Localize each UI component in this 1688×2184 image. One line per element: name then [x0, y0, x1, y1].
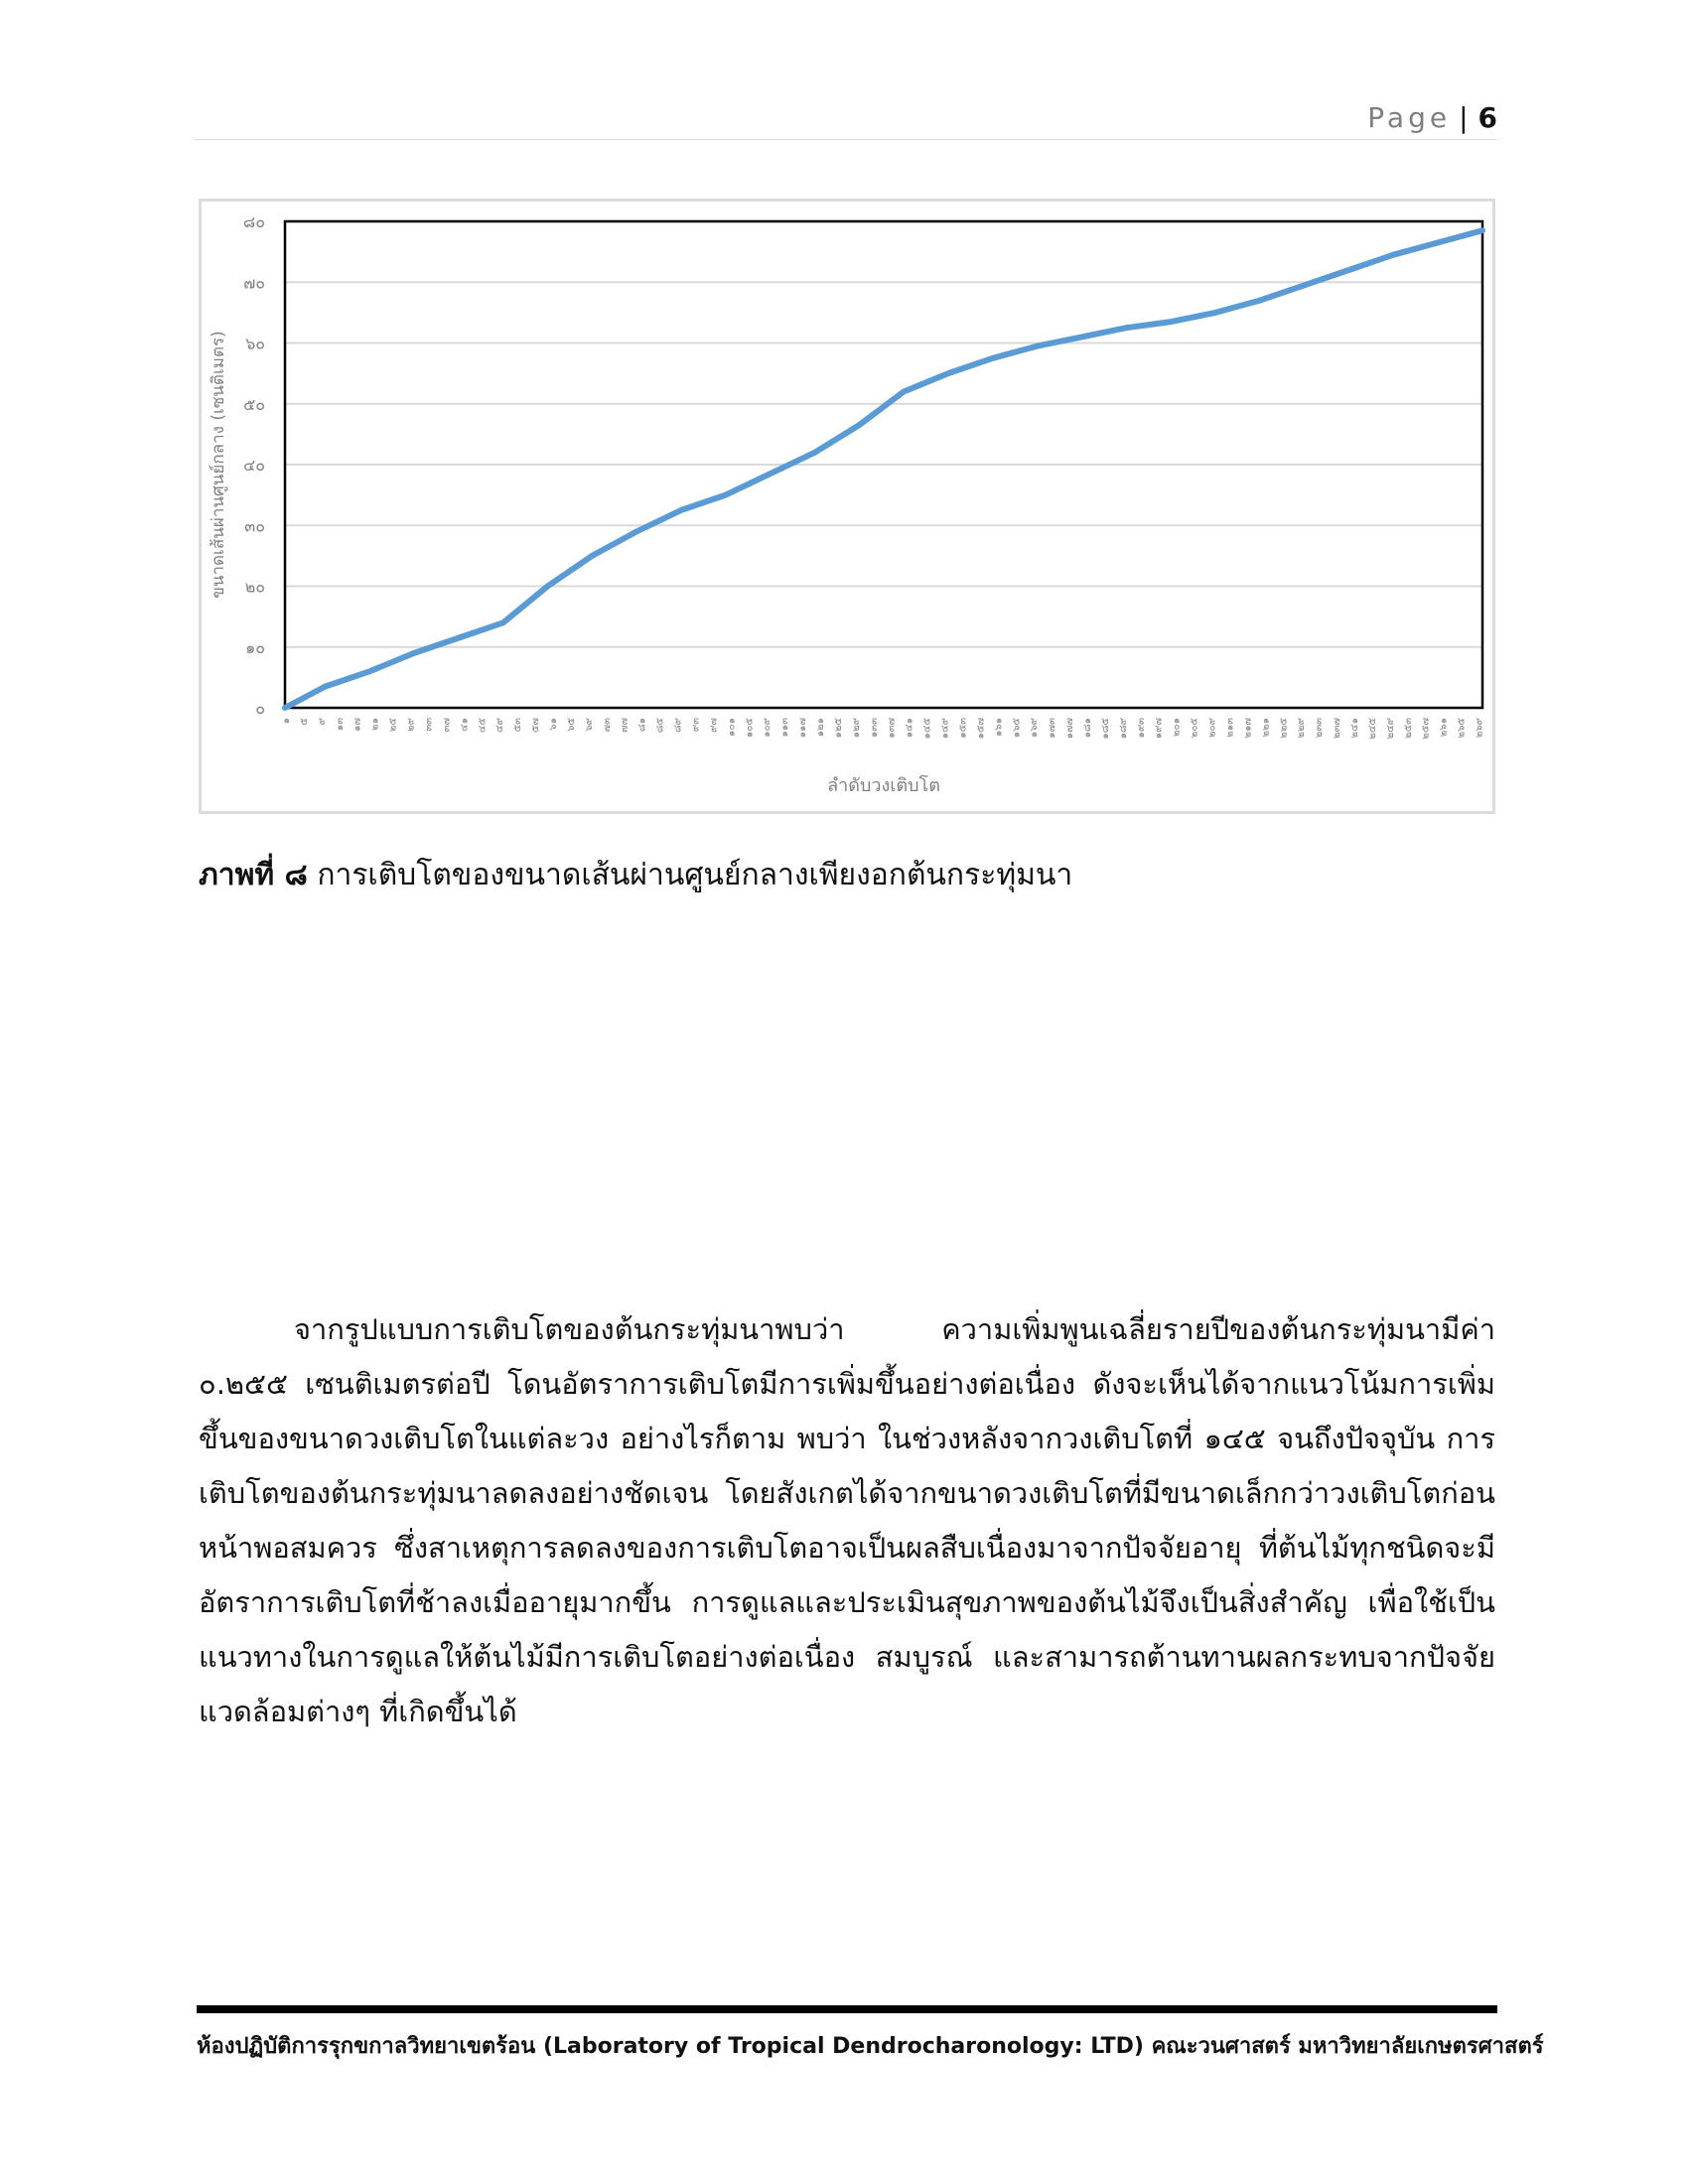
x-tick-label: ๒๔๑	[1348, 718, 1360, 739]
x-tick-label: ๕๗	[530, 718, 542, 734]
x-tick-label: ๒๐๙	[1206, 718, 1218, 739]
x-tick-label: ๓๗	[441, 718, 453, 733]
x-axis-label: ลำดับวงเติบโต	[827, 775, 940, 796]
x-tick-label: ๒๔๙	[1384, 718, 1396, 740]
growth-chart-svg	[202, 202, 1492, 811]
x-tick-label: ๔๙	[494, 718, 506, 733]
y-tick-label: ๕๐	[243, 394, 265, 414]
growth-chart	[199, 199, 1495, 814]
x-tick-label: ๑๒๕	[832, 718, 844, 739]
x-tick-label: ๘๙	[672, 718, 684, 734]
footer-text: ห้องปฏิบัติการรุกขกาลวิทยาเขตร้อน (Laboratory of Tropical Dendrocharonology: LTD) คณะวนศาสตร์ มหาวิทยาลัยเกษตรศาสตร์	[197, 2034, 1544, 2059]
x-tick-label: ๑	[281, 718, 292, 725]
x-tick-label: ๒๔๕	[1366, 718, 1378, 740]
x-tick-label: ๑๐๙	[762, 718, 774, 738]
y-tick-label: ๘๐	[242, 212, 265, 231]
footer-rule	[197, 2005, 1497, 2013]
x-tick-label: ๖๙	[583, 718, 595, 732]
body-paragraph: จากรูปแบบการเติบโตของต้นกระทุ่มนาพบว่า ความเพิ่มพูนเฉลี่ยรายปีของต้นกระทุ่มนามีค่า ๐.๒๕๕ เซนติเมตรต่อปี โดนอัตราการเติบโตมีการเพิ่มขึ้นอย่างต่อเนื่อง ดังจะเห็นได้จากแนวโน้มการเพิ่มขึ้นของขนาดวงเติบโตในแต่ละวง อย่างไรก็ตาม พบว่า ในช่วงหลังจากวงเติบโตที่ ๑๔๕ จนถึงปัจจุบัน การเติบโตของต้นกระทุ่มนาลดลงอย่างชัดเจน โดยสังเกตได้จากขนาดวงเติบโตที่มีขนาดเล็กกว่าวงเติบโตก่อนหน้าพอสมควร ซึ่งสาเหตุการลดลงของการเติบโตอาจเป็นผลสืบเนื่องมาจากปัจจัยอายุ ที่ต้นไม้ทุกชนิดจะมีอัตราการเติบโตที่ช้าลงเมื่ออายุมากขึ้น การดูแลและประเมินสุขภาพของต้นไม้จึงเป็นสิ่งสำคัญ เพื่อใช้เป็นแนวทางในการดูแลให้ต้นไม้มีการเติบโตอย่างต่อเนื่อง สมบูรณ์ และสามารถต้านทานผลกระทบจากปัจจัยแวดล้อมต่างๆ ที่เกิดขึ้นได้	[199, 1312, 1495, 1728]
x-tick-label: ๙๗	[708, 718, 720, 733]
x-tick-label: ๒๐๑	[1171, 718, 1183, 738]
x-tick-label: ๑๕๗	[975, 718, 987, 740]
x-tick-label: ๑๓	[334, 718, 346, 732]
x-tick-label: ๑๔๙	[939, 718, 951, 740]
x-tick-label: ๒๒๑	[1260, 718, 1272, 738]
x-tick-label: ๒๖๑	[1438, 718, 1450, 738]
x-tick-label: ๙	[316, 718, 328, 726]
x-tick-label: ๒๑๓	[1224, 718, 1236, 738]
x-tick-label: ๒๙	[405, 718, 417, 732]
page-number: 6	[1477, 101, 1497, 134]
y-tick-label: ๓๐	[244, 516, 265, 536]
y-tick-label: ๗๐	[243, 273, 265, 293]
x-tick-label: ๕๓	[512, 718, 524, 733]
y-axis-label: ขนาดเส้นผ่านศูนย์กลาง (เซนติเมตร)	[209, 331, 228, 599]
page-label: Page	[1367, 101, 1452, 134]
figure-caption-text: การเติบโตของขนาดเส้นผ่านศูนย์กลางเพียงอกต้นกระทุ่มนา	[317, 858, 1073, 892]
x-tick-label: ๑๗๗	[1064, 718, 1076, 740]
x-tick-label: ๑๓๓	[868, 718, 880, 739]
x-tick-label: ๒๕๗	[1420, 718, 1432, 740]
y-tick-label: ๔๐	[243, 456, 265, 475]
x-tick-label: ๗๓	[601, 718, 613, 733]
x-tick-label: ๑๐๕	[744, 718, 756, 739]
x-tick-label: ๘๑	[636, 718, 648, 733]
y-tick-label: ๒๐	[244, 577, 265, 597]
x-tick-label: ๗๗	[619, 718, 631, 734]
x-tick-label: ๑๒๑	[814, 718, 826, 738]
x-tick-label: ๒๓๗	[1332, 718, 1343, 739]
x-tick-label: ๑๖๑	[993, 718, 1005, 738]
x-tick-label: ๑๘๙	[1117, 718, 1129, 740]
x-tick-label: ๕	[298, 718, 310, 726]
y-tick-label: ๖๐	[245, 334, 265, 353]
x-tick-label: ๒๓๓	[1314, 718, 1326, 739]
y-tick-label: ๑๐	[245, 637, 265, 657]
x-tick-label: ๑๑๓	[779, 718, 791, 738]
x-tick-label: ๑๘๑	[1081, 718, 1093, 739]
x-tick-label: ๖๑	[547, 718, 559, 731]
x-tick-label: ๑๐๑	[726, 718, 738, 737]
x-tick-label: ๑๓๗	[886, 718, 898, 739]
x-tick-label: ๒๐๕	[1189, 718, 1200, 739]
x-tick-label: ๑๔๕	[921, 718, 933, 740]
page-separator: |	[1459, 101, 1469, 134]
x-tick-label: ๒๒๕	[1278, 718, 1290, 739]
x-tick-label: ๑๙๓	[1135, 718, 1147, 739]
x-tick-label: ๑๔๑	[904, 718, 915, 739]
x-tick-label: ๑๘๕	[1099, 718, 1111, 740]
page-header	[195, 95, 1497, 140]
x-tick-label: ๑๑๗	[797, 718, 809, 739]
page-number-block	[1367, 101, 1497, 134]
x-tick-label: ๒๕๓	[1402, 718, 1414, 739]
x-tick-label: ๒๕	[387, 718, 399, 733]
y-tick-label: ๐	[255, 699, 265, 718]
x-tick-label: ๒๑	[369, 718, 381, 731]
x-tick-label: ๔๕	[477, 718, 489, 734]
x-tick-label: ๔๑	[459, 718, 471, 732]
x-tick-label: ๙๓	[690, 718, 702, 733]
x-tick-label: ๑๙๗	[1153, 718, 1165, 740]
x-tick-label: ๓๓	[423, 718, 435, 732]
series-line	[285, 230, 1482, 708]
x-tick-label: ๒๖๕	[1456, 718, 1468, 739]
x-tick-label: ๑๗	[352, 718, 363, 732]
figure-caption-label: ภาพที่ ๘	[199, 858, 308, 892]
figure-caption	[199, 852, 1495, 898]
x-tick-label: ๖๕	[565, 718, 577, 732]
x-tick-label: ๘๕	[654, 718, 666, 734]
x-tick-label: ๑๖๙	[1029, 718, 1041, 739]
x-tick-label: ๒๒๙	[1296, 718, 1308, 739]
x-tick-label: ๒๖๙	[1474, 718, 1485, 739]
body-text	[199, 1302, 1495, 1739]
x-tick-label: ๑๒๙	[850, 718, 862, 739]
x-tick-label: ๒๑๗	[1242, 718, 1254, 739]
x-tick-label: ๑๕๓	[957, 718, 969, 739]
x-tick-label: ๑๖๕	[1011, 718, 1023, 739]
x-tick-label: ๑๗๓	[1047, 718, 1058, 739]
